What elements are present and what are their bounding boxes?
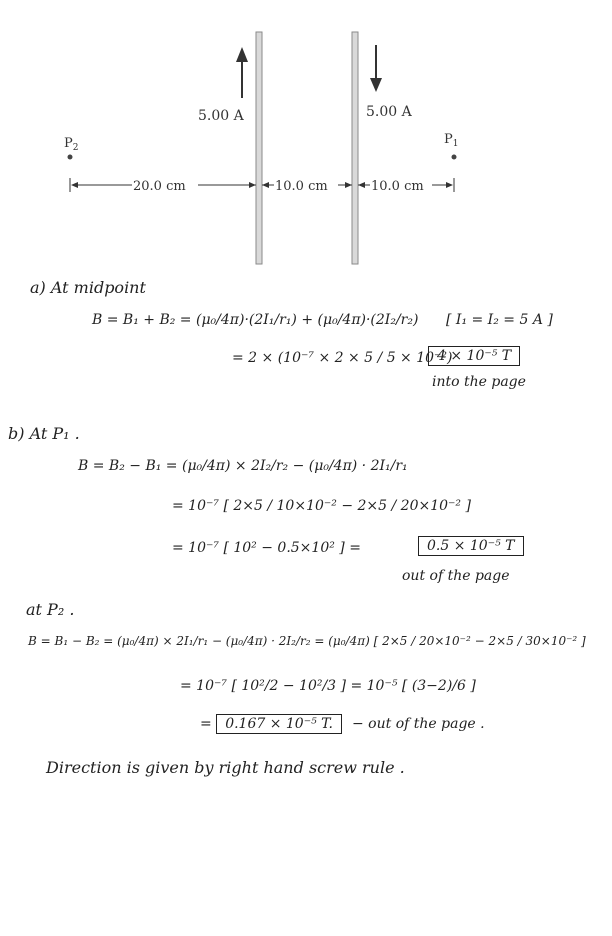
part-b-heading: b) At P₁ . — [8, 424, 80, 443]
part-b-line2: = 10⁻⁷ [ 2×5 / 10×10⁻² − 2×5 / 20×10⁻² ] — [172, 498, 471, 514]
current-left-label: 5.00 A — [198, 108, 244, 124]
dim-left-label: 20.0 cm — [133, 179, 186, 194]
part-a-line1: B = B₁ + B₂ = (μ₀/4π)·(2I₁/r₁) + (μ₀/4π)·(2I₂/r₂) — [92, 312, 419, 328]
point-p2-dot — [68, 155, 73, 160]
part-a-line2: = 2 × (10⁻⁷ × 2 × 5 / 5 × 10⁻²) — [232, 350, 453, 366]
point-p2-label: $P_2$ — [64, 136, 79, 153]
part-a-direction: into the page — [432, 374, 526, 390]
arrow-up-icon — [236, 47, 248, 98]
wire-diagram — [0, 0, 612, 270]
part-b-result: 0.5 × 10⁻⁵ T — [418, 536, 524, 556]
current-right-label: 5.00 A — [366, 104, 412, 120]
part-a-heading: a) At midpoint — [30, 278, 146, 297]
part-c-result: = 0.167 × 10⁻⁵ T. — [200, 714, 342, 734]
dim-right-label: 10.0 cm — [371, 179, 424, 194]
part-a-result: 4 × 10⁻⁵ T — [428, 346, 520, 366]
part-b-line1: B = B₂ − B₁ = (μ₀/4π) × 2I₂/r₂ − (μ₀/4π) · 2I₁/r₁ — [78, 458, 408, 474]
part-c-line1: B = B₁ − B₂ = (μ₀/4π) × 2I₁/r₁ − (μ₀/4π) · 2I₂/r₂ = (μ₀/4π) [ 2×5 / 20×10⁻² − 2×5 / 30×10⁻² ] — [28, 634, 586, 648]
dim-mid-label: 10.0 cm — [275, 179, 328, 194]
part-c-line2: = 10⁻⁷ [ 10²/2 − 10²/3 ] = 10⁻⁵ [ (3−2)/6 ] — [180, 678, 476, 694]
right-wire — [352, 32, 358, 264]
direction-rule-note: Direction is given by right hand screw rule . — [46, 758, 405, 777]
part-b-direction: out of the page — [402, 568, 510, 584]
arrow-down-icon — [370, 45, 382, 92]
part-c-direction: − out of the page . — [352, 716, 485, 732]
point-p1-dot — [452, 155, 457, 160]
part-c-heading: at P₂ . — [26, 600, 75, 619]
part-a-note: [ I₁ = I₂ = 5 A ] — [446, 312, 553, 328]
point-p1-label: $P_1$ — [444, 132, 459, 149]
left-wire — [256, 32, 262, 264]
part-b-line3: = 10⁻⁷ [ 10² − 0.5×10² ] = — [172, 540, 361, 556]
